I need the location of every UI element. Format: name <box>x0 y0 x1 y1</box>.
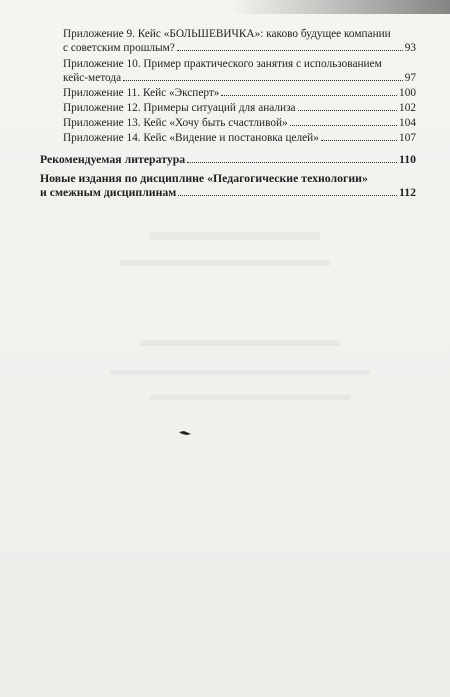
page-edge-shadow <box>230 0 450 14</box>
toc-page-number: 97 <box>404 72 416 84</box>
show-through-block <box>140 340 340 346</box>
show-through-block <box>150 395 350 400</box>
toc-entry[interactable] <box>63 86 416 100</box>
toc-entry-title: Приложение 11. Кейс «Эксперт» <box>63 87 220 99</box>
toc-page-number: 107 <box>399 132 416 144</box>
toc-entry-title: с советским прошлым? <box>63 42 175 54</box>
toc-section-title: Рекомендуемая литература <box>40 152 186 166</box>
toc-entry-line: Приложение 10. Пример практического занятия с использованием <box>63 58 382 70</box>
toc-page-number: 100 <box>399 87 416 99</box>
toc-entry-title: Приложение 12. Примеры ситуаций для анализа <box>63 102 296 114</box>
toc-entry-line: Приложение 9. Кейс «БОЛЬШЕВИЧКА»: каково будущее компании <box>63 28 391 40</box>
leader-dots <box>178 195 397 196</box>
leader-dots <box>221 95 397 96</box>
toc-entry-title: Приложение 13. Кейс «Хочу быть счастливой» <box>63 117 288 129</box>
leader-dots <box>123 80 403 81</box>
leader-dots <box>298 110 398 111</box>
toc-entry[interactable] <box>63 101 416 115</box>
toc-page-number: 112 <box>398 185 416 199</box>
toc-section[interactable] <box>40 185 416 199</box>
toc-page-number: 102 <box>399 102 416 114</box>
toc-entry-title: Приложение 14. Кейс «Видение и постановка целей» <box>63 132 319 144</box>
leader-dots <box>177 50 403 51</box>
show-through-block <box>110 370 370 375</box>
toc-entry[interactable] <box>63 131 416 145</box>
toc-page-number: 110 <box>398 152 416 166</box>
show-through-block <box>120 260 330 266</box>
toc-page-number: 93 <box>404 42 416 54</box>
toc-section[interactable] <box>40 152 416 166</box>
toc-entry[interactable] <box>63 116 416 130</box>
leader-dots <box>321 140 397 141</box>
leader-dots <box>290 125 397 126</box>
toc-page-number: 104 <box>399 117 416 129</box>
ink-speck-icon <box>178 430 192 436</box>
toc-entry[interactable] <box>63 41 416 55</box>
toc-section-title: и смежным дисциплинам <box>40 185 177 199</box>
toc-section-line: Новые издания по дисциплине «Педагогические технологии» <box>40 171 368 185</box>
toc-entry-title: кейс-метода <box>63 72 122 84</box>
toc-entry[interactable] <box>63 71 416 85</box>
show-through-block <box>150 232 320 240</box>
leader-dots <box>187 162 397 163</box>
